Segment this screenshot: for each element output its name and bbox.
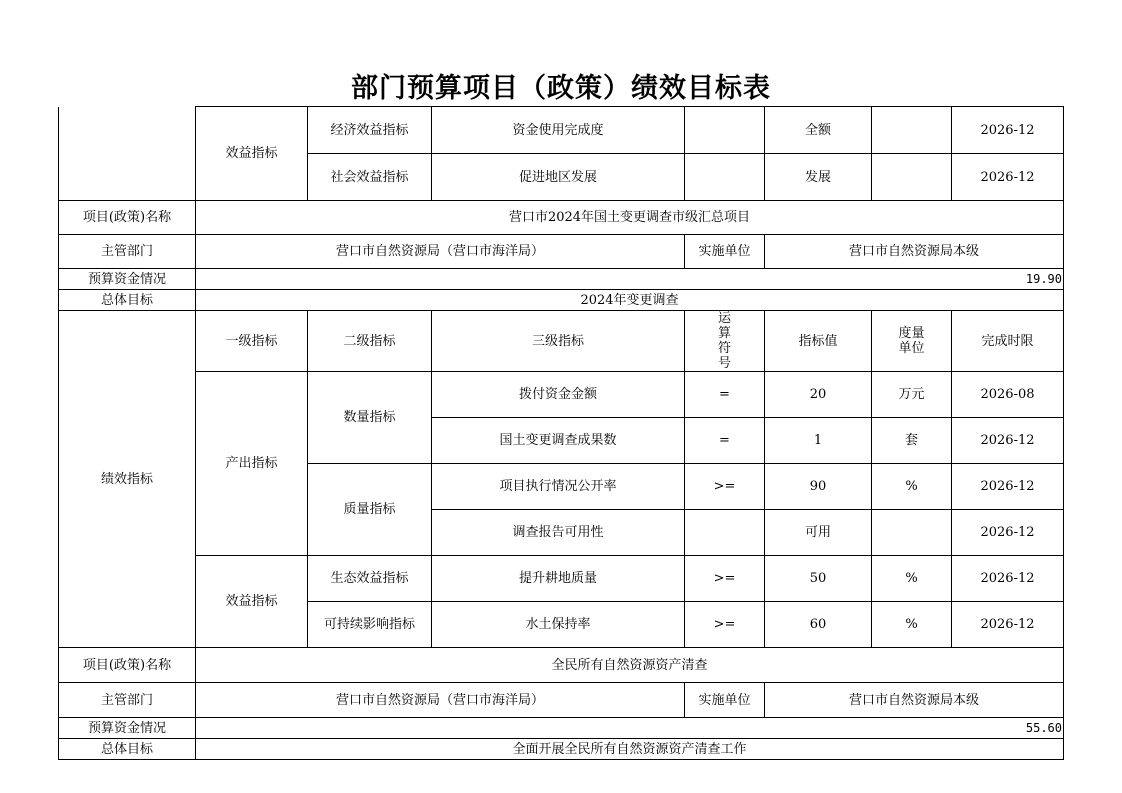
header-level1: 一级指标 <box>196 311 308 372</box>
deadline-cell: 2026-12 <box>952 418 1064 464</box>
project-name-value: 营口市2024年国土变更调查市级汇总项目 <box>196 201 1064 235</box>
value-cell: 发展 <box>765 154 872 201</box>
deadline-cell: 2026-12 <box>952 107 1064 154</box>
level3-cell: 国土变更调查成果数 <box>432 418 685 464</box>
unit-cell <box>872 154 952 201</box>
table-header-row <box>59 311 1064 372</box>
value-cell: 可用 <box>765 510 872 556</box>
goal-value: 2024年变更调查 <box>196 290 1064 311</box>
unit-cell <box>872 107 952 154</box>
level2-cell: 可持续影响指标 <box>308 602 432 648</box>
table-row <box>59 648 1064 683</box>
dept-value: 营口市自然资源局（营口市海洋局） <box>196 235 685 269</box>
impl-unit-value: 营口市自然资源局本级 <box>765 683 1064 718</box>
level1-benefit-cell: 效益指标 <box>196 556 308 648</box>
operator-cell: >= <box>685 602 765 648</box>
table-row <box>59 372 1064 418</box>
level2-cell: 社会效益指标 <box>308 154 432 201</box>
budget-label: 预算资金情况 <box>59 269 196 290</box>
operator-cell: >= <box>685 464 765 510</box>
perf-label-cell-continued <box>59 107 196 201</box>
level3-cell: 提升耕地质量 <box>432 556 685 602</box>
impl-unit-value: 营口市自然资源局本级 <box>765 235 1064 269</box>
value-cell: 90 <box>765 464 872 510</box>
header-level2: 二级指标 <box>308 311 432 372</box>
value-cell: 60 <box>765 602 872 648</box>
budget-value: 55.60 <box>196 718 1064 739</box>
table-row <box>59 739 1064 760</box>
operator-cell: = <box>685 418 765 464</box>
operator-cell <box>685 510 765 556</box>
goal-label: 总体目标 <box>59 290 196 311</box>
table-row <box>59 235 1064 269</box>
operator-cell: >= <box>685 556 765 602</box>
page-title: 部门预算项目（政策）绩效目标表 <box>351 73 771 104</box>
level3-cell: 项目执行情况公开率 <box>432 464 685 510</box>
table-row <box>59 718 1064 739</box>
unit-cell: % <box>872 556 952 602</box>
unit-cell <box>872 510 952 556</box>
table-row <box>59 107 1064 154</box>
deadline-cell: 2026-12 <box>952 154 1064 201</box>
table-row <box>59 269 1064 290</box>
level1-output-cell: 产出指标 <box>196 372 308 556</box>
value-cell: 20 <box>765 372 872 418</box>
level3-cell: 拨付资金金额 <box>432 372 685 418</box>
operator-cell <box>685 154 765 201</box>
level1-benefit-cell: 效益指标 <box>196 107 308 201</box>
unit-cell: 万元 <box>872 372 952 418</box>
budget-label: 预算资金情况 <box>59 718 196 739</box>
value-cell: 50 <box>765 556 872 602</box>
level3-cell: 调查报告可用性 <box>432 510 685 556</box>
table-row <box>59 556 1064 602</box>
project-name-label: 项目(政策)名称 <box>59 648 196 683</box>
header-value: 指标值 <box>765 311 872 372</box>
level3-cell: 促进地区发展 <box>432 154 685 201</box>
level2-quantity-cell: 数量指标 <box>308 372 432 464</box>
dept-label: 主管部门 <box>59 683 196 718</box>
goal-value: 全面开展全民所有自然资源资产清查工作 <box>196 739 1064 760</box>
level3-cell: 水土保持率 <box>432 602 685 648</box>
deadline-cell: 2026-12 <box>952 602 1064 648</box>
unit-cell: % <box>872 464 952 510</box>
dept-label: 主管部门 <box>59 235 196 269</box>
deadline-cell: 2026-12 <box>952 464 1064 510</box>
table-row <box>59 290 1064 311</box>
budget-value: 19.90 <box>196 269 1064 290</box>
header-operator: 运算符号 <box>685 311 765 372</box>
value-cell: 1 <box>765 418 872 464</box>
perf-label: 绩效指标 <box>59 311 196 648</box>
operator-cell <box>685 107 765 154</box>
operator-cell: = <box>685 372 765 418</box>
table-row <box>59 683 1064 718</box>
project-name-label: 项目(政策)名称 <box>59 201 196 235</box>
performance-goal-table <box>58 106 1064 760</box>
table-row <box>59 201 1064 235</box>
dept-value: 营口市自然资源局（营口市海洋局） <box>196 683 685 718</box>
level2-quality-cell: 质量指标 <box>308 464 432 556</box>
impl-unit-label: 实施单位 <box>685 683 765 718</box>
deadline-cell: 2026-12 <box>952 556 1064 602</box>
header-unit: 度量单位 <box>872 311 952 372</box>
deadline-cell: 2026-12 <box>952 510 1064 556</box>
project-name-value: 全民所有自然资源资产清查 <box>196 648 1064 683</box>
level2-cell: 生态效益指标 <box>308 556 432 602</box>
header-level3: 三级指标 <box>432 311 685 372</box>
impl-unit-label: 实施单位 <box>685 235 765 269</box>
deadline-cell: 2026-08 <box>952 372 1064 418</box>
level3-cell: 资金使用完成度 <box>432 107 685 154</box>
level2-cell: 经济效益指标 <box>308 107 432 154</box>
unit-cell: % <box>872 602 952 648</box>
goal-label: 总体目标 <box>59 739 196 760</box>
value-cell: 全额 <box>765 107 872 154</box>
unit-cell: 套 <box>872 418 952 464</box>
header-deadline: 完成时限 <box>952 311 1064 372</box>
